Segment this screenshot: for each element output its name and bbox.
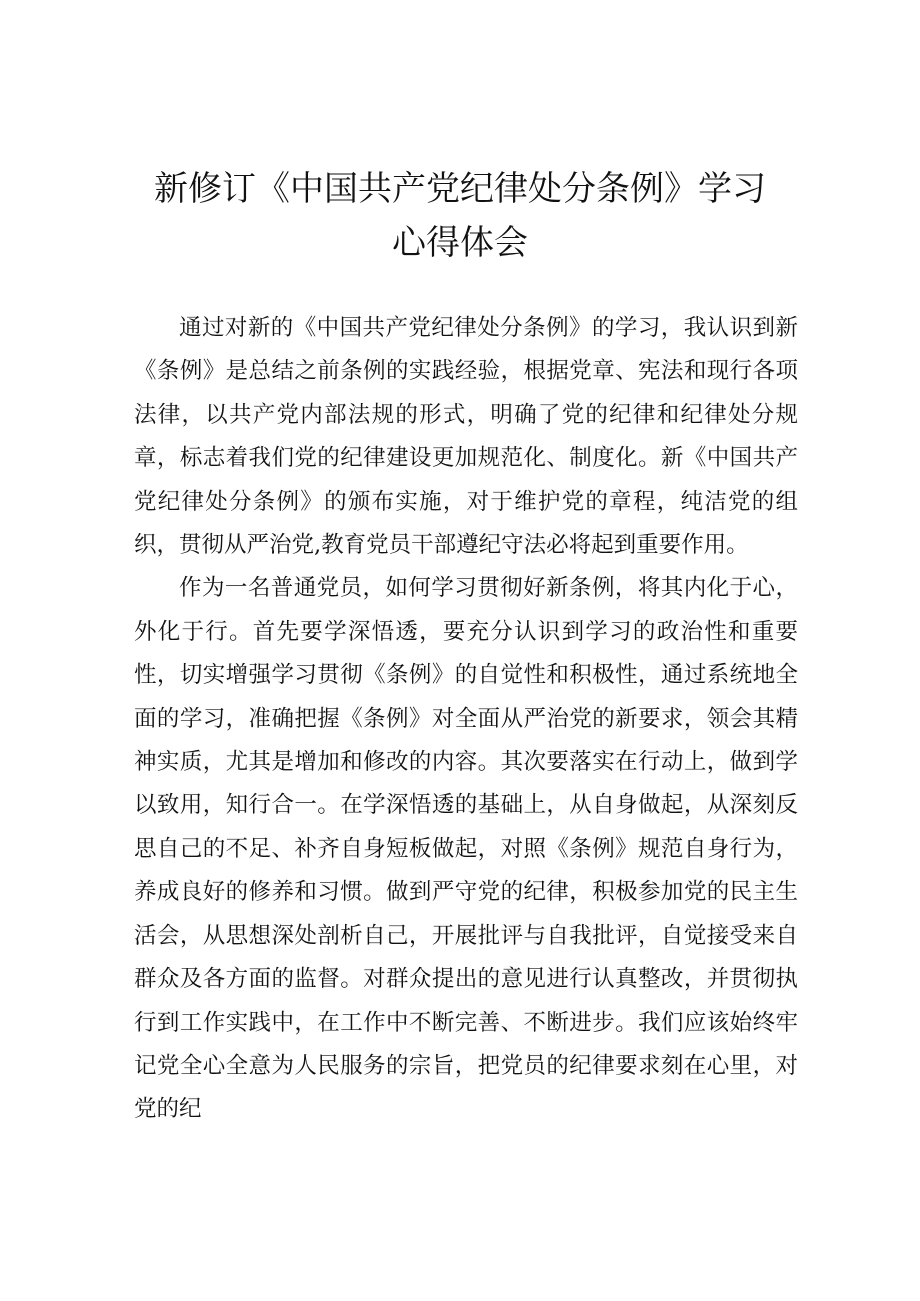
document-body [134,307,798,1132]
paragraph-1: 通过对新的《中国共产党纪律处分条例》的学习，我认识到新《条例》是总结之前条例的实践经验，根据党章、宪法和现行各项法律，以共产党内部法规的形式，明确了党的纪律和纪律处分规章，标志着我们党的纪律建设更加规范化、制度化。新《中国共产党纪律处分条例》的颁布实施，对于维护党的章程，纯洁党的组织，贯彻从严治党,教育党员干部遵纪守法必将起到重要作用。 [134,315,798,559]
paragraph-2: 作为一名普通党员，如何学习贯彻好新条例，将其内化于心，外化于行。首先要学深悟透，要充分认识到学习的政治性和重要性，切实增强学习贯彻《条例》的自觉性和积极性，通过系统地全面的学习，准确把握《条例》对全面从严治党的新要求，领会其精神实质，尤其是增加和修改的内容。其次要落实在行动上，做到学以致用，知行合一。在学深悟透的基础上，从自身做起，从深刻反思自己的不足、补齐自身短板做起，对照《条例》规范自身行为，养成良好的修养和习惯。做到严守党的纪律，积极参加党的民主生活会，从思想深处剖析自己，开展批评与自我批评，自觉接受来自群众及各方面的监督。对群众提出的意见进行认真整改，并贯彻执行到工作实践中，在工作中不断完善、不断进步。我们应该始终牢记党全心全意为人民服务的宗旨，把党员的纪律要求刻在心里，对党的纪 [134,575,798,1123]
document-title-line-1: 新修订《中国共产党纪律处分条例》学习 [154,169,766,209]
document-title [100,162,820,270]
document-title-line-2: 心得体会 [392,223,528,263]
